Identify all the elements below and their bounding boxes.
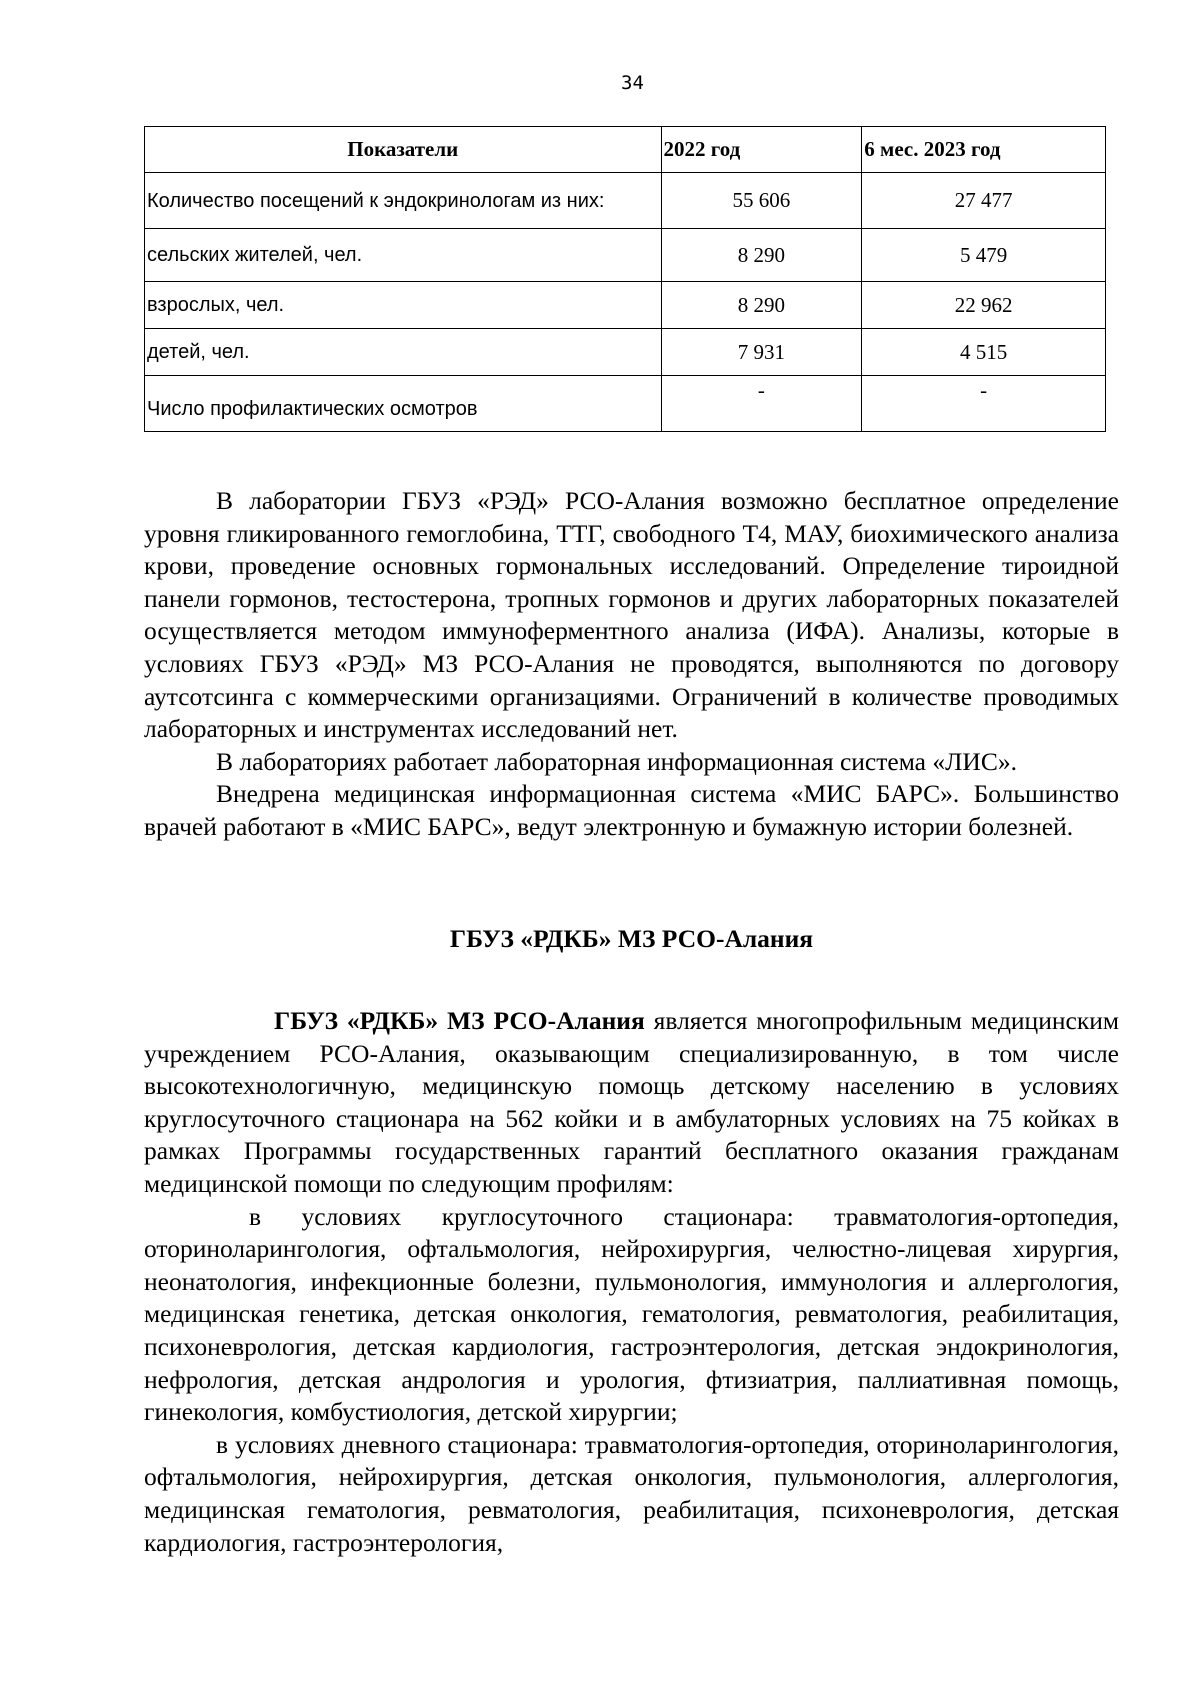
- table-row: [145, 376, 1106, 432]
- table-cell-label: детей, чел.: [145, 329, 662, 376]
- table-cell-2023: -: [862, 376, 1106, 432]
- intro-text: является многопрофильным медицинским учреждением РСО-Алания, оказывающим специализированную, в том числе высокотехнологичную, медицинскую помощь детскому населению в условиях круглосуточного стационара на 562 койки и в амбулаторных условиях на 75 койках в рамках Программы государственных гарантий бесплатного оказания гражданам медицинской помощи по следующим профилям:: [144, 1006, 1119, 1198]
- table-cell-label: Количество посещений к эндокринологам из них:: [145, 173, 662, 229]
- paragraph-day-hospital-profiles: в условиях дневного стационара: травматология-ортопедия, оториноларингология, офтальмология, нейрохирургия, детская онкология, пульмонология, аллергология, медицинская гематология, ревматология, реабилитация, психоневрология, детская кардиология, гастроэнтерология,: [144, 1429, 1119, 1557]
- table-header-indicator: Показатели: [145, 127, 662, 173]
- table-row: [145, 282, 1106, 329]
- section-heading: ГБУЗ «РДКБ» МЗ РСО-Алания: [449, 924, 814, 953]
- table-row: [145, 329, 1106, 376]
- table-cell-2023: 5 479: [862, 229, 1106, 282]
- intro-bold-lead: ГБУЗ «РДКБ» МЗ РСО-Алания: [274, 1006, 645, 1035]
- table-cell-label: сельских жителей, чел.: [145, 229, 662, 282]
- paragraph-lab-tests: В лаборатории ГБУЗ «РЭД» РСО-Алания возможно бесплатное определение уровня гликированного гемоглобина, ТТГ, свободного Т4, МАУ, биохимического анализа крови, проведение основных гормональных исследований. Определение тироидной панели гормонов, тестостерона, тропных гормонов и других лабораторных показателей осуществляется методом иммуноферментного анализа (ИФА). Анализы, которые в условиях ГБУЗ «РЭД» МЗ РСО-Алания не проводятся, выполняются по договору аутсотсинга с коммерческими организациями. Ограничений в количестве проводимых лабораторных и инструментах исследований нет.: [144, 486, 1119, 744]
- rdkb-description: [144, 1005, 1119, 1559]
- page-number: 34: [621, 72, 644, 94]
- table-header-2022: 2022 год: [661, 127, 862, 173]
- indicators-table: [144, 126, 1106, 432]
- table-cell-2022: 8 290: [661, 229, 862, 282]
- table-header-2023: 6 мес. 2023 год: [862, 127, 1106, 173]
- table-cell-label: Число профилактических осмотров: [145, 376, 662, 432]
- table-cell-2022: 8 290: [661, 282, 862, 329]
- paragraph-lis: В лабораториях работает лабораторная информационная система «ЛИС».: [216, 746, 1017, 776]
- table-cell-2023: 27 477: [862, 173, 1106, 229]
- table-cell-label: взрослых, чел.: [145, 282, 662, 329]
- table-row: [145, 173, 1106, 229]
- lab-description: [144, 485, 1119, 844]
- paragraph-rdkb-intro: [144, 1005, 1119, 1201]
- table-cell-2023: 22 962: [862, 282, 1106, 329]
- table-cell-2022: 55 606: [661, 173, 862, 229]
- table-row: [145, 229, 1106, 282]
- table-header-row: [145, 127, 1106, 173]
- paragraph-mis-bars: Внедрена медицинская информационная система «МИС БАРС». Большинство врачей работают в «МИС БАРС», ведут электронную и бумажную истории болезней.: [144, 779, 1119, 841]
- table-cell-2022: 7 931: [661, 329, 862, 376]
- paragraph-round-clock-profiles: в условиях круглосуточного стационара: травматология-ортопедия, оториноларингология, офтальмология, нейрохирургия, челюстно-лицевая хирургия, неонатология, инфекционные болезни, пульмонология, иммунология и аллергология, медицинская генетика, детская онкология, гематология, ревматология, реабилитация, психоневрология, детская кардиология, гастроэнтерология, детская эндокринология, нефрология, детская андрология и урология, фтизиатрия, паллиативная помощь, гинекология, комбустиология, детской хирургии;: [144, 1201, 1119, 1427]
- table-cell-2022: -: [661, 376, 862, 432]
- table-cell-2023: 4 515: [862, 329, 1106, 376]
